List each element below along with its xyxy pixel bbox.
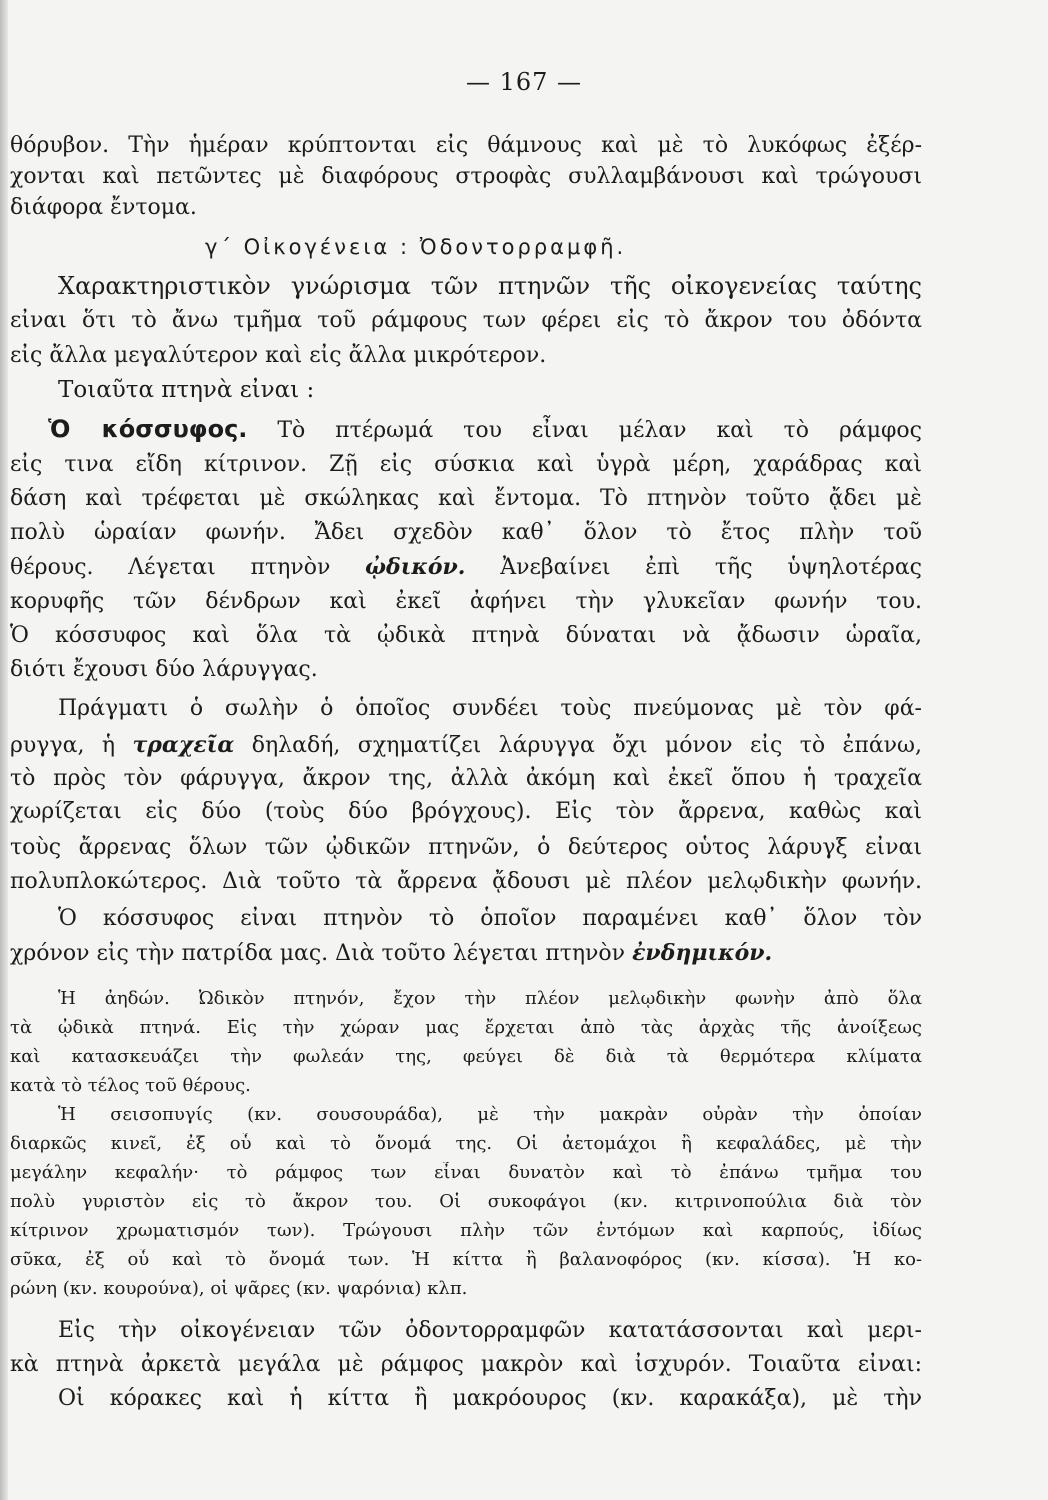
text-line: τοὺς ἄρρενας ὅλων τῶν ᾠδικῶν πτηνῶν, ὁ δεύτερος οὗτος λάρυγξ εἶναι	[10, 835, 922, 860]
text-line: θέρους. Λέγεται πτηνὸν ᾠδικόν. Ἀνεβαίνει ἐπὶ τῆς ὑψηλοτέρας	[10, 554, 922, 580]
small-text-line: διαρκῶς κινεῖ, ἐξ οὗ καὶ τὸ ὄνομά της. Οἱ ἀετομάχοι ἢ κεφαλάδες, μὲ τὴν	[10, 1133, 922, 1154]
text-line: κορυφῆς τῶν δένδρων καὶ ἐκεῖ ἀφήνει τὴν γλυκεῖαν φωνήν του.	[10, 589, 922, 614]
text-line: χωρίζεται εἰς δύο (τοὺς δύο βρόγχους). Εἰς τὸν ἄρρενα, καθὼς καὶ	[10, 799, 922, 824]
blackbird-line: Ὁ κόσσυφος. Τὸ πτέρωμά του εἶναι μέλαν καὶ τὸ ράμφος	[48, 415, 922, 443]
text-line: Ὁ κόσσυφος καὶ ὅλα τὰ ᾠδικὰ πτηνὰ δύναται νὰ ᾄδωσιν ὡραῖα,	[10, 623, 922, 648]
text-line: διάφορα ἔντομα.	[10, 195, 197, 220]
text-line: εἰς ἄλλα μεγαλύτερον καὶ εἰς ἄλλα μικρότερον.	[10, 343, 547, 368]
species-name-blackbird: Ὁ κόσσυφος.	[48, 415, 248, 443]
emphasis-term: ᾠδικόν.	[365, 554, 466, 580]
small-text-line: σῦκα, ἐξ οὗ καὶ τὸ ὄνομά των. Ἡ κίττα ἢ βαλανοφόρος (κν. κίσσα). Ἡ κο-	[10, 1249, 922, 1270]
emphasis-term: ἐνδημικόν.	[632, 940, 773, 966]
text-line: θόρυβον. Τὴν ἡμέραν κρύπτονται εἰς θάμνους καὶ μὲ τὸ λυκόφως ἐξέρ-	[10, 133, 922, 158]
text-line: Πράγματι ὁ σωλὴν ὁ ὁποῖος συνδέει τοὺς πνεύμονας μὲ τὸν φά-	[58, 696, 922, 721]
small-text-line: κίτρινον χρωματισμόν των). Τρώγουσι πλὴν τῶν ἐντόμων καὶ καρπούς, ἰδίως	[10, 1220, 922, 1241]
small-text-line: Ἡ ἀηδών. Ὠδικὸν πτηνόν, ἔχον τὴν πλέον μελῳδικὴν φωνὴν ἀπὸ ὅλα	[58, 988, 922, 1009]
small-text-line: πολὺ γυριστὸν εἰς τὸ ἄκρον του. Οἱ συκοφάγοι (κν. κιτρινοπούλια διὰ τὸν	[10, 1191, 922, 1212]
text-line: πολυπλοκώτερος. Διὰ τοῦτο τὰ ἄρρενα ᾄδουσι μὲ πλέον μελῳδικὴν φωνήν.	[10, 869, 922, 894]
text-line: Εἰς τὴν οἰκογένειαν τῶν ὀδοντορραμφῶν κατατάσσονται καὶ μερι-	[58, 1318, 922, 1343]
text-line: χονται καὶ πετῶντες μὲ διαφόρους στροφὰς συλλαμβάνουσι καὶ τρώγουσι	[10, 164, 922, 189]
text-line: κὰ πτηνὰ ἀρκετὰ μεγάλα μὲ ράμφος μακρὸν καὶ ἰσχυρόν. Τοιαῦτα εἶναι:	[10, 1352, 922, 1377]
text-line: εἰς τινα εἴδη κίτρινον. Ζῇ εἰς σύσκια καὶ ὑγρὰ μέρη, χαράδρας καὶ	[10, 452, 922, 477]
small-text-line: κατὰ τὸ τέλος τοῦ θέρους.	[10, 1075, 251, 1096]
text-line: χρόνον εἰς τὴν πατρίδα μας. Διὰ τοῦτο λέγεται πτηνὸν ἐνδημικόν.	[10, 940, 773, 966]
small-text-line: μεγάλην κεφαλήν· τὸ ράμφος των εἶναι δυνατὸν καὶ τὸ ἐπάνω τμῆμα του	[10, 1162, 922, 1183]
text-line: Ὁ κόσσυφος εἶναι πτηνὸν τὸ ὁποῖον παραμένει καθ᾿ ὅλον τὸν	[58, 906, 922, 931]
small-text-line: καὶ κατασκευάζει τὴν φωλεάν της, φεύγει δὲ διὰ τὰ θερμότερα κλίματα	[10, 1046, 922, 1067]
text-line: Χαρακτηριστικὸν γνώρισμα τῶν πτηνῶν τῆς οἰκογενείας ταύτης	[58, 272, 922, 300]
text-line: πολὺ ὡραίαν φωνήν. Ἄδει σχεδὸν καθ᾿ ὅλον τὸ ἔτος πλὴν τοῦ	[10, 520, 922, 545]
text-line: τὸ πρὸς τὸν φάρυγγα, ἄκρον της, ἀλλὰ ἀκόμη καὶ ἐκεῖ ὅπου ἡ τραχεῖα	[10, 766, 922, 791]
text-line: διότι ἔχουσι δύο λάρυγγας.	[10, 657, 318, 682]
page-gutter-shadow	[0, 0, 8, 1500]
page-number: — 167 —	[465, 68, 583, 96]
text-line: ρυγγα, ἡ τραχεῖα δηλαδή, σχηματίζει λάρυγγα ὄχι μόνον εἰς τὸ ἐπάνω,	[10, 732, 922, 758]
family-heading: γ΄ Οἰκογένεια : Ὀδοντορραμφῆ.	[205, 235, 627, 259]
text-line: δάση καὶ τρέφεται μὲ σκώληκας καὶ ἔντομα. Τὸ πτηνὸν τοῦτο ᾄδει μὲ	[10, 486, 922, 511]
text-line: εἶναι ὅτι τὸ ἄνω τμῆμα τοῦ ράμφους των φέρει εἰς τὸ ἄκρον του ὀδόντα	[10, 308, 922, 333]
text-line: Τοιαῦτα πτηνὰ εἶναι :	[58, 377, 315, 403]
small-text-line: τὰ ᾠδικὰ πτηνά. Εἰς τὴν χώραν μας ἔρχεται ἀπὸ τὰς ἀρχὰς τῆς ἀνοίξεως	[10, 1017, 922, 1038]
text-line: Οἱ κόρακες καὶ ἡ κίττα ἢ μακρόουρος (κν. καρακάξα), μὲ τὴν	[58, 1386, 922, 1411]
emphasis-term: τραχεῖα	[132, 732, 235, 758]
small-text-line: ρώνη (κν. κουρούνα), οἱ ψᾶρες (κν. ψαρόνια) κλπ.	[10, 1278, 468, 1299]
small-text-line: Ἡ σεισοπυγίς (κν. σουσουράδα), μὲ τὴν μακρὰν οὐρὰν τὴν ὁποίαν	[58, 1104, 922, 1125]
